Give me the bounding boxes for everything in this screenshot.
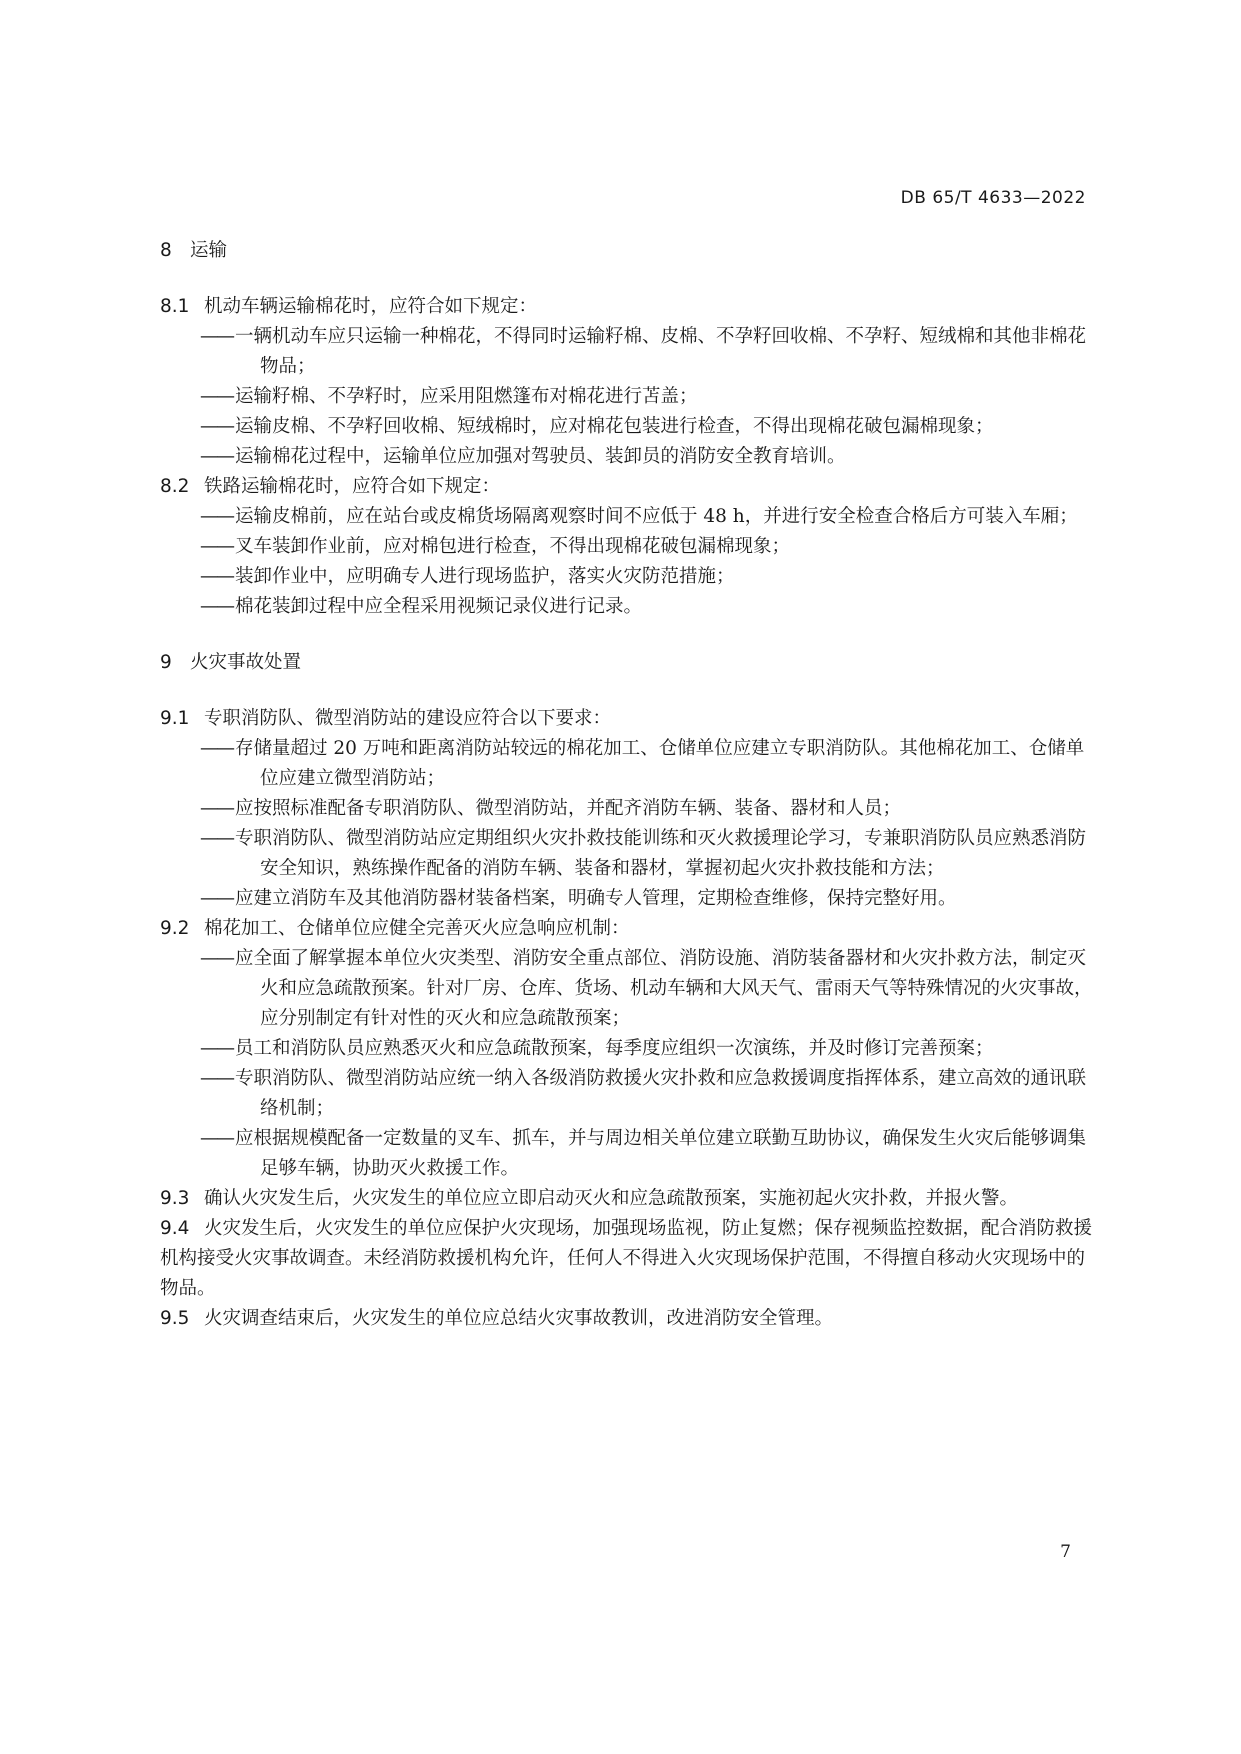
clause xyxy=(160,292,1095,322)
list-item-text: 棉花装卸过程中应全程采用视频记录仪进行记录。 xyxy=(235,596,643,617)
dash-marker: —— xyxy=(200,566,233,587)
dash-marker: —— xyxy=(200,828,233,849)
section-title: 运输 xyxy=(190,240,228,261)
dash-marker: —— xyxy=(200,386,233,407)
clause-text: 确认火灾发生后，火灾发生的单位应立即启动灭火和应急疏散预案，实施初起火灾扑救，并报火警。 xyxy=(204,1188,1019,1209)
clause-number: 9.1 xyxy=(160,708,190,729)
list-item xyxy=(160,532,1095,562)
dash-marker: —— xyxy=(200,536,233,557)
clause-number: 9.2 xyxy=(160,918,190,939)
clause xyxy=(160,704,1095,734)
list-item xyxy=(160,1034,1095,1064)
clause xyxy=(160,472,1095,502)
list-item-text: 运输籽棉、不孕籽时，应采用阻燃篷布对棉花进行苫盖； xyxy=(235,386,698,407)
clause-text: 铁路运输棉花时，应符合如下规定： xyxy=(204,476,501,497)
list-item xyxy=(160,734,1095,794)
list-item xyxy=(160,592,1095,622)
section-number: 9 xyxy=(160,652,172,673)
dash-marker: —— xyxy=(200,798,233,819)
list-item xyxy=(160,794,1095,824)
list-item-text: 运输皮棉、不孕籽回收棉、短绒棉时，应对棉花包装进行检查，不得出现棉花破包漏棉现象； xyxy=(235,416,994,437)
section-heading xyxy=(160,648,1095,678)
clause-paragraph xyxy=(160,1184,1095,1214)
clause xyxy=(160,914,1095,944)
list-item-text: 应按照标准配备专职消防队、微型消防站，并配齐消防车辆、装备、器材和人员； xyxy=(235,798,902,819)
list-item-text: 员工和消防队员应熟悉灭火和应急疏散预案，每季度应组织一次演练，并及时修订完善预案； xyxy=(235,1038,994,1059)
list-item-text: 应建立消防车及其他消防器材装备档案，明确专人管理，定期检查维修，保持完整好用。 xyxy=(235,888,957,909)
list-item-text: 叉车装卸作业前，应对棉包进行检查，不得出现棉花破包漏棉现象； xyxy=(235,536,791,557)
clause-number: 9.3 xyxy=(160,1188,190,1209)
clause-number: 8.2 xyxy=(160,476,190,497)
list-item-text: 运输皮棉前，应在站台或皮棉货场隔离观察时间不应低于 48 h，并进行安全检查合格后方可装入车厢； xyxy=(235,506,1078,527)
section-heading xyxy=(160,236,1095,266)
clause-number: 9.5 xyxy=(160,1308,190,1329)
dash-marker: —— xyxy=(200,596,233,617)
list-item xyxy=(160,502,1095,532)
list-item-text: 运输棉花过程中，运输单位应加强对驾驶员、装卸员的消防安全教育培训。 xyxy=(235,446,846,467)
section-number: 8 xyxy=(160,240,172,261)
list-item xyxy=(160,824,1095,884)
list-item-text: 专职消防队、微型消防站应统一纳入各级消防救援火灾扑救和应急救援调度指挥体系，建立高效的通讯联络机制； xyxy=(235,1068,1087,1119)
list-item xyxy=(160,562,1095,592)
clause-text: 机动车辆运输棉花时，应符合如下规定： xyxy=(204,296,538,317)
clause-text: 棉花加工、仓储单位应健全完善灭火应急响应机制： xyxy=(204,918,630,939)
dash-marker: —— xyxy=(200,326,233,347)
clause-number: 9.4 xyxy=(160,1218,190,1239)
clause-paragraph xyxy=(160,1214,1095,1304)
dash-marker: —— xyxy=(200,948,233,969)
list-item xyxy=(160,1124,1095,1184)
clause-text: 火灾调查结束后，火灾发生的单位应总结火灾事故教训，改进消防安全管理。 xyxy=(204,1308,834,1329)
dash-marker: —— xyxy=(200,1128,233,1149)
clause-paragraph xyxy=(160,1304,1095,1334)
dash-marker: —— xyxy=(200,446,233,467)
list-item-text: 装卸作业中，应明确专人进行现场监护，落实火灾防范措施； xyxy=(235,566,735,587)
section-spacer xyxy=(160,622,1095,648)
list-item xyxy=(160,442,1095,472)
dash-marker: —— xyxy=(200,506,233,527)
list-item-text: 一辆机动车应只运输一种棉花，不得同时运输籽棉、皮棉、不孕籽回收棉、不孕籽、短绒棉和其他非棉花物品； xyxy=(235,326,1087,377)
list-item xyxy=(160,382,1095,412)
list-item xyxy=(160,884,1095,914)
dash-marker: —— xyxy=(200,888,233,909)
list-item-text: 应根据规模配备一定数量的叉车、抓车，并与周边相关单位建立联勤互助协议，确保发生火灾后能够调集足够车辆，协助灭火救援工作。 xyxy=(235,1128,1087,1179)
list-item xyxy=(160,322,1095,382)
document-body xyxy=(160,236,1095,1334)
clause-number: 8.1 xyxy=(160,296,190,317)
dash-marker: —— xyxy=(200,1038,233,1059)
clause-text: 专职消防队、微型消防站的建设应符合以下要求： xyxy=(204,708,612,729)
page-number: 7 xyxy=(1060,1542,1071,1562)
standard-code: DB 65/T 4633—2022 xyxy=(900,188,1086,208)
dash-marker: —— xyxy=(200,738,233,759)
dash-marker: —— xyxy=(200,416,233,437)
dash-marker: —— xyxy=(200,1068,233,1089)
clause-text: 火灾发生后，火灾发生的单位应保护火灾现场，加强现场监视，防止复燃；保存视频监控数据，配合消防救援机构接受火灾事故调查。未经消防救援机构允许，任何人不得进入火灾现场保护范围，不得擅自移动火灾现场中的物品。 xyxy=(160,1218,1093,1299)
list-item-text: 专职消防队、微型消防站应定期组织火灾扑救技能训练和灭火救援理论学习，专兼职消防队员应熟悉消防安全知识，熟练操作配备的消防车辆、装备和器材，掌握初起火灾扑救技能和方法； xyxy=(235,828,1087,879)
list-item-text: 应全面了解掌握本单位火灾类型、消防安全重点部位、消防设施、消防装备器材和火灾扑救方法，制定灭火和应急疏散预案。针对厂房、仓库、货场、机动车辆和大风天气、雷雨天气等特殊情况的火灾事故，应分别制定有针对性的灭火和应急疏散预案； xyxy=(235,948,1093,1029)
list-item xyxy=(160,412,1095,442)
list-item xyxy=(160,944,1095,1034)
list-item xyxy=(160,1064,1095,1124)
section-title: 火灾事故处置 xyxy=(190,652,302,673)
list-item-text: 存储量超过 20 万吨和距离消防站较远的棉花加工、仓储单位应建立专职消防队。其他棉花加工、仓储单位应建立微型消防站； xyxy=(235,738,1085,789)
